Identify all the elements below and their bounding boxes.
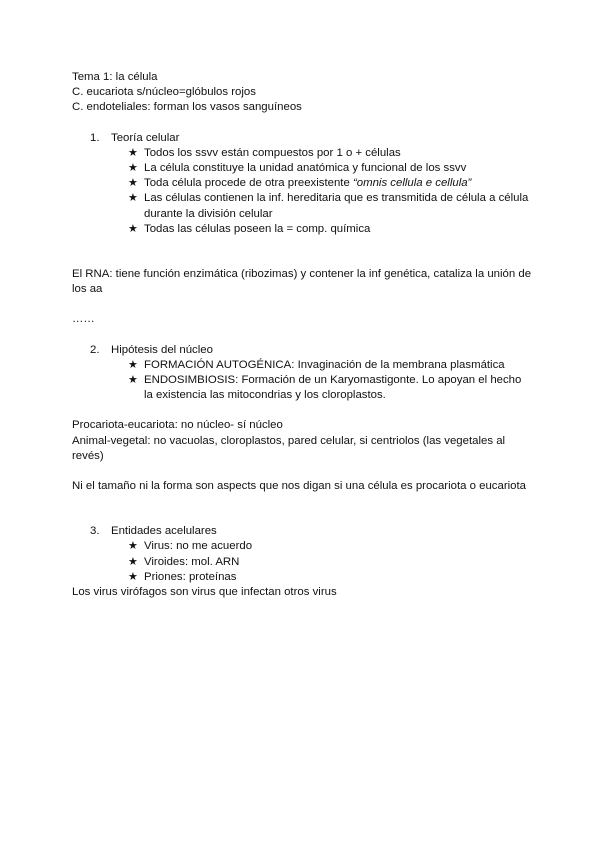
comparison-animal-vegetal: Animal-vegetal: no vacuolas, cloroplastos, pared celular, si centriolos (las vegetales al revés) — [72, 434, 506, 462]
star-icon: ★ — [128, 162, 138, 175]
list-item: ★ Todos los ssvv están compuestos por 1 o + células — [72, 146, 532, 161]
star-icon: ★ — [128, 374, 138, 387]
section-3-title: Entidades acelulares — [111, 525, 217, 538]
star-icon: ★ — [128, 192, 138, 205]
list-item: ★ Viroides: mol. ARN — [72, 555, 532, 570]
comparison-procariota: Procariota-eucariota: no núcleo- sí núcleo — [72, 419, 283, 432]
star-icon: ★ — [128, 540, 138, 553]
section-3-number: 3. — [90, 525, 100, 538]
header-line-endoteliales: C. endoteliales: forman los vasos sanguíneos — [72, 101, 302, 114]
section-3-list — [72, 539, 532, 585]
star-icon: ★ — [128, 555, 138, 568]
doc-title: Tema 1: la célula — [72, 71, 158, 83]
section-1-title: Teoría celular — [111, 131, 180, 144]
header-line-eucariota: C. eucariota s/núcleo=glóbulos rojos — [72, 86, 256, 99]
list-item: ★ Las células contienen la inf. hereditaria que es transmitida de célula a célula durante la división celular — [128, 192, 529, 220]
list-item: ★ Todas las células poseen la = comp. química — [72, 222, 532, 237]
latin-quote: “omnis cellula e cellula” — [352, 177, 472, 190]
section-1-number: 1. — [90, 131, 100, 144]
section-1-heading — [72, 131, 532, 146]
section-2-list — [72, 358, 532, 404]
document-page — [72, 70, 532, 600]
list-item: ★ FORMACIÓN AUTOGÉNICA: Invaginación de la membrana plasmática — [72, 358, 532, 373]
section-3-heading — [72, 524, 532, 539]
section-2-heading — [72, 343, 532, 358]
rna-paragraph: El RNA: tiene función enzimática (ribozimas) y contener la inf genética, cataliza la unión de los aa — [72, 268, 532, 296]
star-icon: ★ — [128, 177, 138, 190]
list-item: ★ ENDOSIMBIOSIS: Formación de un Karyomastigonte. Lo apoyan el hecho la existencia las mitocondrias y los cloroplastos. — [128, 374, 522, 402]
list-item: ★ La célula constituye la unidad anatómica y funcional de los ssvv — [72, 161, 532, 176]
star-icon: ★ — [128, 222, 138, 235]
section-2-title: Hipótesis del núcleo — [111, 343, 213, 356]
list-item: ★ Toda célula procede de otra preexistente “omnis cellula e cellula” — [72, 176, 532, 191]
star-icon: ★ — [128, 570, 138, 583]
list-item: ★ Priones: proteínas — [72, 570, 532, 585]
ellipsis-text: …… — [72, 313, 95, 326]
section-2-number: 2. — [90, 343, 100, 356]
star-icon: ★ — [128, 146, 138, 159]
size-paragraph: Ni el tamaño ni la forma son aspects que nos digan si una célula es procariota o eucariota — [72, 480, 526, 493]
star-icon: ★ — [128, 358, 138, 371]
list-item: ★ Virus: no me acuerdo — [72, 539, 532, 554]
section-1-list — [72, 146, 532, 237]
final-line: Los virus virófagos son virus que infectan otros virus — [72, 586, 337, 599]
